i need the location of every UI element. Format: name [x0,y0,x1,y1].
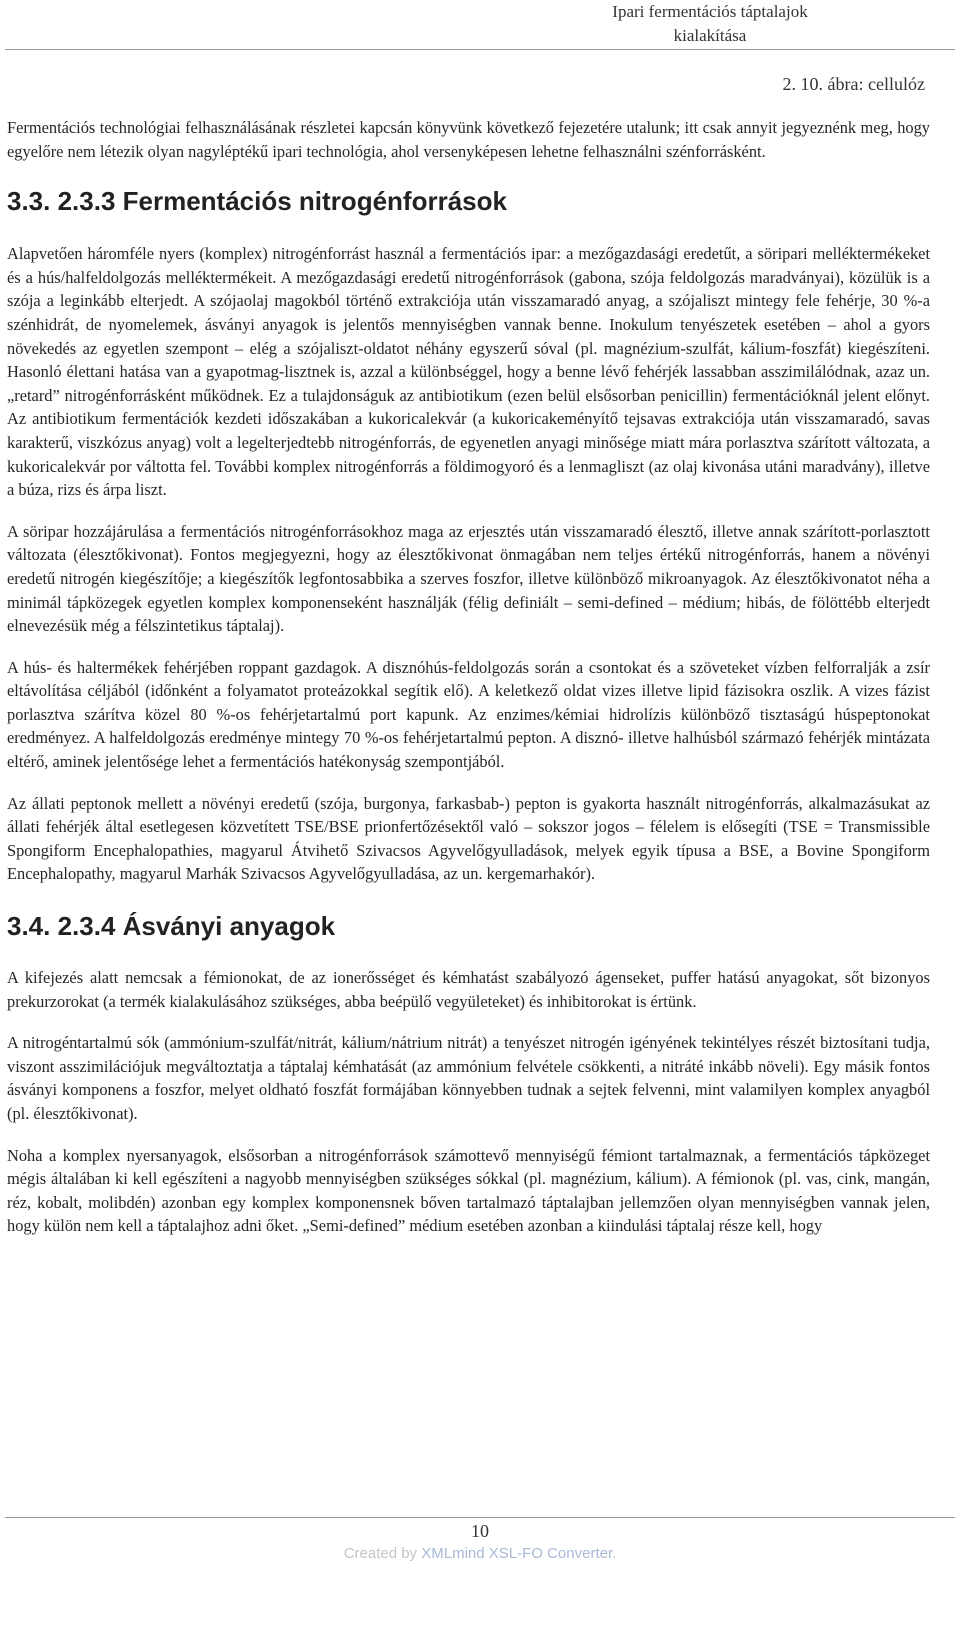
footer-divider [5,1517,955,1518]
footer-credit [0,1545,960,1562]
header-title-line-1: Ipari fermentációs táptalajok [612,2,808,21]
header-divider [5,49,955,50]
paragraph-nitrogen-4: Az állati peptonok mellett a növényi eredetű (szója, burgonya, farkasbab-) pepton is gyakorta használt nitrogénforrás, alkalmazásukat az állati fehérjék által esetlegesen közvetített TSE/BSE prionfertőzésektől való – sokszor jogos – félelem is elősegíti (TSE = Transmissible Spongiform Encephalopathies, magyarul Átvihető Szivacsos Agyvelőgyulladások, melyek egyik típusa a BSE, a Bovine Spongiform Encephalopathy, magyarul Marhák Szivacsos Agyvelőgyulladása, az un. kergemarhakór). [7,793,930,884]
credit-link[interactable]: XMLmind XSL-FO Converter [421,1545,613,1562]
section-heading-minerals: 3.4. 2.3.4 Ásványi anyagok [7,911,336,942]
header-title-line-2: kialakítása [673,26,747,45]
paragraph-nitrogen-3: A hús- és haltermékek fehérjében roppant gazdagok. A disznóhús-feldolgozás során a csontokat és a szöveteket vízben felforralják a zsír eltávolítása céljából (időnként a folyamatot proteázokkal segítik elő). A keletkező oldat vizes illetve lipid fázisokra oszlik. A vizes fázist porlasztva szárítva közel 80 %-os fehérjetartalmú port kapunk. Az enzimes/kémiai hidrolízis különböző tisztaságú húspeptonokat eredményez. A halfeldolgozás eredménye mintegy 70 %-os fehérjetartalmú pepton. A disznó- illetve halhúsból származó fehérjék mintázata eltérő, aminek jelentősége lehet a fermentációs hatékonyság szempontjából. [7,657,930,772]
figure-caption: 2. 10. ábra: cellulóz [782,74,925,94]
paragraph-nitrogen-1: Alapvetően háromféle nyers (komplex) nitrogénforrást használ a fermentációs ipar: a mezőgazdasági eredetűt, a söripari melléktermékeket és a hús/halfeldolgozás melléktermékeit. A mezőgazdasági eredetű nitrogénforrások (gabona, szója feldolgozás maradványai), közülük is a szója a leginkább elterjedt. A szójaolaj magokból történő extrakciója után visszamaradó anyag, a szójaliszt mintegy fele fehérje, 30 %-a szénhidrát, de nyomelemek, ásványi anyagok is jelentős mennyiségben vannak benne. Inokulum tenyészetek esetében – ahol a gyors növekedés az egyetlen szempont – elég a szójaliszt-oldatot néhány egyszerű sóval (pl. magnézium-szulfát, kálium-foszfát) kiegészíteni. Hasonló élettani hatása van a gyapotmag-lisztnek is, azzal a különbséggel, hogy a benne lévő fehérjék lassabban asszimilálódnak, azaz un. „retard” nitrogénforrásként működnek. Ez a tulajdonságuk az antibiotikum (ezen belül elsősorban penicillin) fermentációknál jelent előnyt. Az antibiotikum fermentációk kezdeti időszakában a kukoricalekvár (a kukoricakeményítő tejsavas extrakciója után visszamaradó, savas karakterű, viszkózus anyag) volt a legelterjedtebb nitrogénforrás, de egyenetlen anyagi minősége miatt mára porlasztva szárított változata, a kukoricalekvár por váltotta fel. További komplex nitrogénforrás a földimogyoró és a lenmagliszt (az olaj kivonása utáni maradvány), illetve a búza, rizs és árpa liszt. [7,244,930,500]
paragraph-mineral-2: A nitrogéntartalmú sók (ammónium-szulfát/nitrát, kálium/nátrium nitrát) a tenyészet nitrogén igényének tekintélyes részét biztosítani tudja, viszont asszimilációjuk megváltoztatja a táptalaj kémhatását (az ammónium felvétele csökkenti, a nitráté inkább növeli). Egy másik fontos ásványi komponens a foszfor, melyet oldható foszfát formájában könnyebben tudnak a sejtek felvenni, mint valamilyen komplex anyagból (pl. élesztőkivonat). [7,1033,930,1123]
main-content [7,116,930,1238]
credit-prefix: Created by [343,1545,418,1562]
section-heading-nitrogen-sources: 3.3. 2.3.3 Fermentációs nitrogénforrások [7,186,507,217]
paragraph-mineral-1: A kifejezés alatt nemcsak a fémionokat, de az ionerősséget és kémhatást szabályozó ágenseket, puffer hatású anyagokat, sőt bizonyos prekurzorokat (a termék kialakulásához szükséges, abba beépülő vegyületeket) és inhibitorokat is értünk. [7,968,930,1011]
running-header [500,0,920,48]
paragraph-mineral-3: Noha a komplex nyersanyagok, elsősorban a nitrogénforrások számottevő mennyiségű fémiont tartalmaznak, a fermentációs tápközeget mégis általában ki kell egészíteni a nagyobb mennyiségben szükséges sókkal (pl. magnézium, kálium). A fémionok (pl. vas, cink, mangán, réz, kobalt, molibdén) azonban egy komplex komponensnek bőven tartalmazó táptalajban jellemzően olyan mennyiségben vannak jelen, hogy külön nem kell a táptalajhoz adni őket. „Semi-defined” médium esetében azonban a kiindulási táptalaj része kell, hogy [7,1145,930,1236]
page-number: 10 [471,1521,489,1541]
paragraph-intro: Fermentációs technológiai felhasználásának részletei kapcsán könyvünk következő fejezetére utalunk; itt csak annyit jegyeznénk meg, hogy egyelőre nem létezik olyan nagyléptékű ipari technológia, ahol versenyképesen lehetne felhasználni szénforrásként. [7,118,930,161]
paragraph-nitrogen-2: A söripar hozzájárulása a fermentációs nitrogénforrásokhoz maga az erjesztés után visszamaradó élesztő, illetve annak szárított-porlasztott változata (élesztőkivonat). Fontos megjegyezni, hogy az élesztőkivonat önmagában nem teljes értékű nitrogénforrás, hanem a növényi eredetű nitrogén kiegészítője; a kiegészítők legfontosabbika a szerves foszfor, illetve különböző mikroanyagok. Az élesztőkivonatot néha a minimál tápközegek egyetlen komplex komponenseként használják (félig definiált – semi-defined – médium; hibás, de fölöttébb elterjedt elnevezésük még a félszintetikus táptalaj). [7,521,930,636]
credit-suffix: . [612,1545,617,1562]
